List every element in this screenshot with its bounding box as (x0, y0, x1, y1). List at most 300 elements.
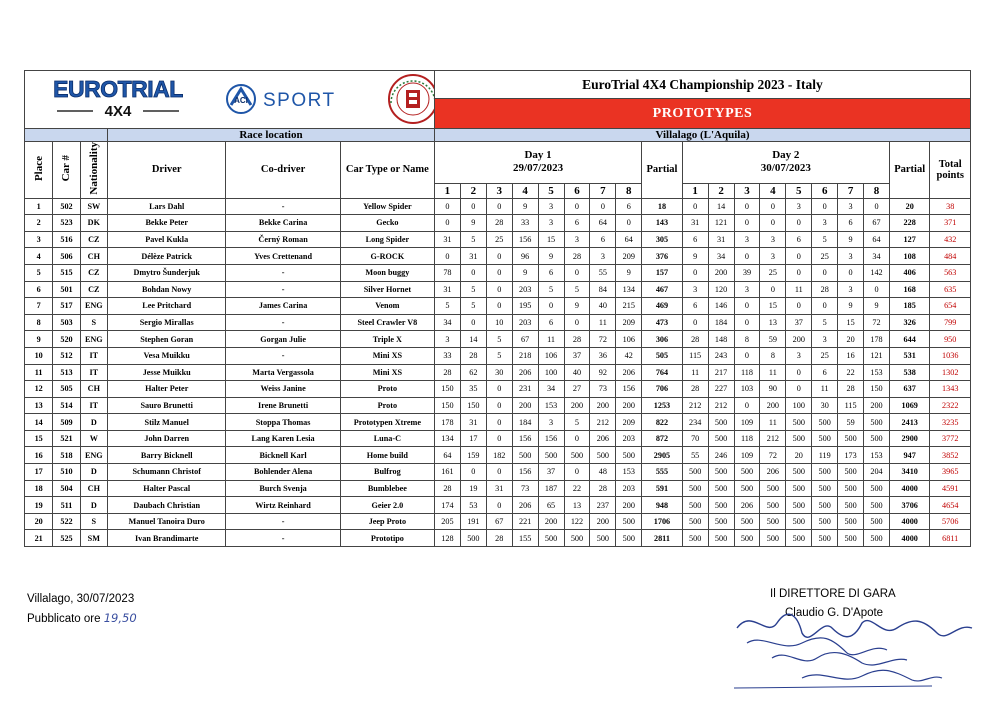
nationality-cell: IT (80, 397, 107, 414)
day2-section-score: 103 (734, 381, 760, 398)
day2-section-score: 3 (838, 198, 864, 215)
section-number: 2 (460, 183, 486, 198)
day1-partial-cell: 505 (642, 347, 682, 364)
day1-section-score: 500 (564, 530, 590, 547)
day1-section-score: 25 (486, 231, 512, 248)
day1-section-score: 34 (538, 381, 564, 398)
day2-section-score: 500 (786, 530, 812, 547)
codriver-cell: Burch Svenja (226, 480, 340, 497)
place-cell: 10 (25, 347, 53, 364)
logo-area (25, 71, 435, 129)
day2-section-score: 6 (682, 231, 708, 248)
driver-cell: Sauro Brunetti (107, 397, 225, 414)
table-row (25, 480, 971, 497)
table-row (25, 314, 971, 331)
day1-section-score: 9 (512, 198, 538, 215)
day1-section-score: 0 (486, 414, 512, 431)
day1-section-score: 28 (564, 331, 590, 348)
day2-section-score: 500 (838, 430, 864, 447)
day2-header: Day 2 30/07/2023 (682, 142, 889, 184)
day2-section-score: 500 (734, 480, 760, 497)
nationality-cell: D (80, 414, 107, 431)
day1-section-score: 0 (486, 281, 512, 298)
day2-section-score: 3 (838, 281, 864, 298)
results-table (24, 70, 971, 547)
day2-section-score: 500 (708, 480, 734, 497)
day2-section-score: 212 (682, 397, 708, 414)
place-cell: 13 (25, 397, 53, 414)
day1-section-score: 203 (616, 480, 642, 497)
day2-section-score: 0 (864, 281, 890, 298)
day2-partial-cell: 406 (889, 264, 929, 281)
car-number-cell: 515 (53, 264, 80, 281)
codriver-cell: James Carina (226, 298, 340, 315)
total-points-cell: 3772 (930, 430, 971, 447)
place-cell: 19 (25, 497, 53, 514)
day2-section-score: 9 (838, 298, 864, 315)
day1-section-score: 0 (434, 248, 460, 265)
day2-section-score: 500 (682, 464, 708, 481)
nationality-cell: S (80, 513, 107, 530)
day1-section-score: 184 (512, 414, 538, 431)
place-cell: 3 (25, 231, 53, 248)
day2-section-score: 243 (708, 347, 734, 364)
table-row (25, 364, 971, 381)
day2-partial-cell: 644 (889, 331, 929, 348)
day1-section-score: 92 (590, 364, 616, 381)
col-place: Place (25, 142, 53, 199)
day2-section-score: 11 (760, 364, 786, 381)
day1-section-score: 0 (460, 264, 486, 281)
day2-partial-cell: 4000 (889, 530, 929, 547)
day2-section-score: 0 (734, 248, 760, 265)
car-type-cell: Luna-C (340, 430, 434, 447)
day1-section-score: 31 (434, 231, 460, 248)
place-cell: 17 (25, 464, 53, 481)
day1-partial-cell: 1253 (642, 397, 682, 414)
day2-section-score: 0 (786, 248, 812, 265)
day2-section-score: 11 (786, 281, 812, 298)
nationality-cell: ENG (80, 331, 107, 348)
day2-partial-cell: 2900 (889, 430, 929, 447)
day1-section-score: 11 (538, 331, 564, 348)
day1-section-score: 0 (486, 264, 512, 281)
signature-scribble (732, 598, 977, 693)
day2-section-score: 500 (708, 414, 734, 431)
day2-section-score: 120 (708, 281, 734, 298)
director-name: Claudio G. D'Apote (785, 607, 884, 619)
codriver-cell: Marta Vergassola (226, 364, 340, 381)
day1-section-score: 134 (616, 281, 642, 298)
total-points-cell: 2322 (930, 397, 971, 414)
car-number-cell: 523 (53, 215, 80, 232)
day2-partial-cell: 168 (889, 281, 929, 298)
day1-section-score: 0 (538, 298, 564, 315)
day1-section-score: 48 (590, 464, 616, 481)
day1-section-score: 182 (486, 447, 512, 464)
day1-section-score: 5 (486, 331, 512, 348)
day2-partial-cell: 326 (889, 314, 929, 331)
day2-section-score: 500 (864, 497, 890, 514)
car-type-cell: Prototypen Xtreme (340, 414, 434, 431)
driver-cell: Ivan Brandimarte (107, 530, 225, 547)
day2-section-score: 0 (682, 198, 708, 215)
section-number: 7 (838, 183, 864, 198)
day2-section-score: 20 (786, 447, 812, 464)
total-points-cell: 6811 (930, 530, 971, 547)
day1-section-score: 209 (616, 248, 642, 265)
day2-section-score: 500 (838, 530, 864, 547)
day2-partial-cell: 20 (889, 198, 929, 215)
section-number: 8 (864, 183, 890, 198)
day1-section-score: 500 (460, 530, 486, 547)
driver-cell: Lars Dahl (107, 198, 225, 215)
day1-section-score: 0 (486, 248, 512, 265)
day1-section-score: 5 (564, 281, 590, 298)
day1-section-score: 64 (590, 215, 616, 232)
day1-section-score: 78 (434, 264, 460, 281)
day1-partial-cell: 591 (642, 480, 682, 497)
table-row (25, 447, 971, 464)
day2-section-score: 500 (734, 464, 760, 481)
nationality-cell: W (80, 430, 107, 447)
day1-section-score: 153 (538, 397, 564, 414)
codriver-cell: Černý Roman (226, 231, 340, 248)
day2-section-score: 100 (786, 397, 812, 414)
location-spacer (25, 129, 108, 142)
day1-section-score: 100 (538, 364, 564, 381)
table-row (25, 331, 971, 348)
day1-partial-cell: 18 (642, 198, 682, 215)
day1-section-score: 31 (460, 248, 486, 265)
place-cell: 1 (25, 198, 53, 215)
nationality-cell: ENG (80, 298, 107, 315)
day1-section-score: 0 (486, 198, 512, 215)
col-car-type: Car Type or Name (340, 142, 434, 199)
day2-section-score: 500 (786, 464, 812, 481)
logo-sub-text: 4X4 (104, 103, 132, 120)
driver-cell: Halter Pascal (107, 480, 225, 497)
day1-section-score: 200 (512, 397, 538, 414)
day1-section-score: 40 (590, 298, 616, 315)
day2-section-score: 500 (760, 530, 786, 547)
day1-section-score: 150 (434, 381, 460, 398)
day1-section-score: 34 (434, 314, 460, 331)
day2-section-score: 28 (812, 281, 838, 298)
day1-section-score: 96 (512, 248, 538, 265)
day1-section-score: 0 (486, 464, 512, 481)
place-cell: 15 (25, 430, 53, 447)
day1-section-score: 30 (486, 364, 512, 381)
day1-section-score: 203 (512, 281, 538, 298)
day2-section-score: 500 (682, 513, 708, 530)
day2-partial-cell: 1069 (889, 397, 929, 414)
place-cell: 16 (25, 447, 53, 464)
codriver-cell: Lang Karen Lesia (226, 430, 340, 447)
day1-section-score: 0 (486, 298, 512, 315)
car-type-cell: Gecko (340, 215, 434, 232)
day1-section-score: 205 (434, 513, 460, 530)
day2-section-score: 39 (734, 264, 760, 281)
day2-partial-cell: 947 (889, 447, 929, 464)
day2-partial-cell: 4000 (889, 513, 929, 530)
day1-partial-cell: 376 (642, 248, 682, 265)
col-total: Total points (930, 142, 971, 199)
day1-partial-cell: 822 (642, 414, 682, 431)
driver-cell: John Darren (107, 430, 225, 447)
day2-section-score: 0 (786, 264, 812, 281)
day1-section-score: 206 (616, 364, 642, 381)
day1-section-score: 9 (460, 215, 486, 232)
day2-section-score: 0 (786, 298, 812, 315)
place-cell: 8 (25, 314, 53, 331)
day1-section-score: 178 (434, 414, 460, 431)
day1-section-score: 174 (434, 497, 460, 514)
col-driver: Driver (107, 142, 225, 199)
car-type-cell: Steel Crawler V8 (340, 314, 434, 331)
day1-section-score: 27 (564, 381, 590, 398)
day1-section-score: 28 (434, 364, 460, 381)
day1-section-score: 73 (590, 381, 616, 398)
day1-section-score: 5 (434, 298, 460, 315)
day2-section-score: 28 (682, 331, 708, 348)
driver-cell: Lee Pritchard (107, 298, 225, 315)
table-row (25, 513, 971, 530)
day1-section-score: 28 (460, 347, 486, 364)
day1-section-score: 28 (564, 248, 590, 265)
driver-cell: Bohdan Nowy (107, 281, 225, 298)
driver-cell: Sergio Mirallas (107, 314, 225, 331)
table-row (25, 347, 971, 364)
day2-section-score: 3 (812, 215, 838, 232)
table-row (25, 198, 971, 215)
day1-section-score: 10 (486, 314, 512, 331)
day2-section-score: 34 (864, 248, 890, 265)
day1-section-score: 0 (564, 198, 590, 215)
day2-section-score: 500 (708, 513, 734, 530)
day2-section-score: 14 (708, 198, 734, 215)
day1-section-score: 500 (538, 530, 564, 547)
day2-section-score: 0 (734, 298, 760, 315)
day2-section-score: 11 (760, 414, 786, 431)
day1-section-score: 28 (434, 480, 460, 497)
day2-section-score: 217 (708, 364, 734, 381)
day2-section-score: 3 (734, 231, 760, 248)
table-row (25, 464, 971, 481)
day2-section-score: 146 (708, 298, 734, 315)
day2-section-score: 500 (708, 497, 734, 514)
day2-section-score: 8 (734, 331, 760, 348)
nationality-cell: ENG (80, 447, 107, 464)
day1-partial-cell: 764 (642, 364, 682, 381)
day1-section-score: 6 (538, 314, 564, 331)
day2-section-score: 31 (682, 215, 708, 232)
day1-section-score: 0 (564, 464, 590, 481)
table-row (25, 298, 971, 315)
table-row (25, 530, 971, 547)
day2-section-score: 121 (864, 347, 890, 364)
day1-section-score: 0 (460, 198, 486, 215)
day2-section-score: 0 (734, 347, 760, 364)
day2-section-score: 8 (760, 347, 786, 364)
day2-section-score: 206 (760, 464, 786, 481)
day1-section-score: 31 (434, 281, 460, 298)
car-type-cell: Proto (340, 397, 434, 414)
codriver-cell: Irene Brunetti (226, 397, 340, 414)
day2-section-score: 500 (864, 530, 890, 547)
day1-partial-cell: 473 (642, 314, 682, 331)
day2-section-score: 0 (760, 215, 786, 232)
table-row (25, 497, 971, 514)
day2-section-score: 118 (734, 364, 760, 381)
day2-section-score: 500 (734, 513, 760, 530)
car-number-cell: 518 (53, 447, 80, 464)
section-number: 4 (760, 183, 786, 198)
day2-section-score: 173 (838, 447, 864, 464)
day2-section-score: 500 (812, 530, 838, 547)
day1-section-score: 0 (564, 264, 590, 281)
day1-section-score: 62 (460, 364, 486, 381)
day1-section-score: 84 (590, 281, 616, 298)
driver-cell: Daubach Christian (107, 497, 225, 514)
table-row (25, 231, 971, 248)
day1-section-score: 191 (460, 513, 486, 530)
day2-section-score: 200 (708, 264, 734, 281)
driver-cell: Délèze Patrick (107, 248, 225, 265)
day2-section-score: 500 (760, 480, 786, 497)
day2-section-score: 500 (838, 513, 864, 530)
total-points-cell: 635 (930, 281, 971, 298)
day2-section-score: 0 (838, 264, 864, 281)
day1-section-score: 33 (512, 215, 538, 232)
director-title: Il DIRETTORE DI GARA (770, 588, 896, 600)
total-points-cell: 5706 (930, 513, 971, 530)
day2-section-score: 119 (812, 447, 838, 464)
car-number-cell: 502 (53, 198, 80, 215)
day2-section-score: 28 (838, 381, 864, 398)
nationality-cell: CZ (80, 231, 107, 248)
table-row (25, 430, 971, 447)
day2-section-score: 500 (786, 480, 812, 497)
day1-section-score: 6 (538, 264, 564, 281)
car-type-cell: Jeep Proto (340, 513, 434, 530)
day2-section-score: 500 (760, 497, 786, 514)
day2-section-score: 500 (734, 530, 760, 547)
day2-section-score: 0 (812, 264, 838, 281)
day1-section-score: 42 (616, 347, 642, 364)
day2-section-score: 31 (708, 231, 734, 248)
total-points-cell: 799 (930, 314, 971, 331)
car-number-cell: 522 (53, 513, 80, 530)
day2-section-score: 11 (682, 364, 708, 381)
table-row (25, 215, 971, 232)
section-number: 3 (486, 183, 512, 198)
total-points-cell: 563 (930, 264, 971, 281)
day1-section-score: 35 (460, 381, 486, 398)
day1-section-score: 500 (538, 447, 564, 464)
logo-main-text: EUROTRIAL (53, 76, 183, 102)
day2-section-score: 500 (682, 497, 708, 514)
driver-cell: Halter Peter (107, 381, 225, 398)
car-number-cell: 525 (53, 530, 80, 547)
car-number-cell: 516 (53, 231, 80, 248)
nationality-cell: SW (80, 198, 107, 215)
total-points-cell: 4591 (930, 480, 971, 497)
total-points-cell: 654 (930, 298, 971, 315)
championship-title: EuroTrial 4X4 Championship 2023 - Italy (434, 71, 970, 99)
total-points-cell: 38 (930, 198, 971, 215)
place-cell: 11 (25, 364, 53, 381)
driver-cell: Vesa Muikku (107, 347, 225, 364)
day1-section-score: 65 (538, 497, 564, 514)
day2-section-score: 148 (708, 331, 734, 348)
day2-section-score: 28 (682, 381, 708, 398)
day1-section-score: 0 (486, 397, 512, 414)
day1-section-score: 67 (512, 331, 538, 348)
day1-section-score: 5 (486, 347, 512, 364)
section-number: 6 (564, 183, 590, 198)
day1-section-score: 9 (564, 298, 590, 315)
day1-section-score: 500 (512, 447, 538, 464)
car-number-cell: 503 (53, 314, 80, 331)
day1-section-score: 200 (590, 397, 616, 414)
day1-section-score: 106 (538, 347, 564, 364)
day1-section-score: 128 (434, 530, 460, 547)
day2-section-score: 500 (864, 513, 890, 530)
day2-section-score: 70 (682, 430, 708, 447)
col-partial-2: Partial (889, 142, 929, 199)
day1-partial-cell: 467 (642, 281, 682, 298)
col-car: Car # (53, 142, 80, 199)
day2-section-score: 121 (708, 215, 734, 232)
codriver-cell: Bekke Carina (226, 215, 340, 232)
place-cell: 18 (25, 480, 53, 497)
total-points-cell: 4654 (930, 497, 971, 514)
car-number-cell: 505 (53, 381, 80, 398)
day1-section-score: 53 (460, 497, 486, 514)
nationality-cell: IT (80, 364, 107, 381)
day2-section-score: 500 (812, 480, 838, 497)
day2-section-score: 90 (760, 381, 786, 398)
day1-section-score: 218 (512, 347, 538, 364)
day1-section-score: 195 (512, 298, 538, 315)
day2-section-score: 0 (734, 215, 760, 232)
day1-section-score: 15 (538, 231, 564, 248)
day2-section-score: 37 (786, 314, 812, 331)
day2-section-score: 3 (786, 198, 812, 215)
day1-section-score: 0 (434, 215, 460, 232)
day1-section-score: 500 (590, 447, 616, 464)
nationality-cell: SM (80, 530, 107, 547)
driver-cell: Schumann Christof (107, 464, 225, 481)
car-number-cell: 501 (53, 281, 80, 298)
day1-section-score: 73 (512, 480, 538, 497)
place-cell: 21 (25, 530, 53, 547)
day2-section-score: 16 (838, 347, 864, 364)
day2-section-score: 15 (760, 298, 786, 315)
day2-section-score: 25 (812, 248, 838, 265)
day2-section-score: 115 (682, 347, 708, 364)
day2-section-score: 178 (864, 331, 890, 348)
day2-section-score: 6 (812, 364, 838, 381)
day2-section-score: 9 (682, 248, 708, 265)
day1-partial-cell: 948 (642, 497, 682, 514)
day1-section-score: 206 (512, 364, 538, 381)
day2-section-score: 0 (682, 314, 708, 331)
day2-section-score: 3 (760, 231, 786, 248)
day2-partial-cell: 4000 (889, 480, 929, 497)
day1-section-score: 0 (486, 497, 512, 514)
